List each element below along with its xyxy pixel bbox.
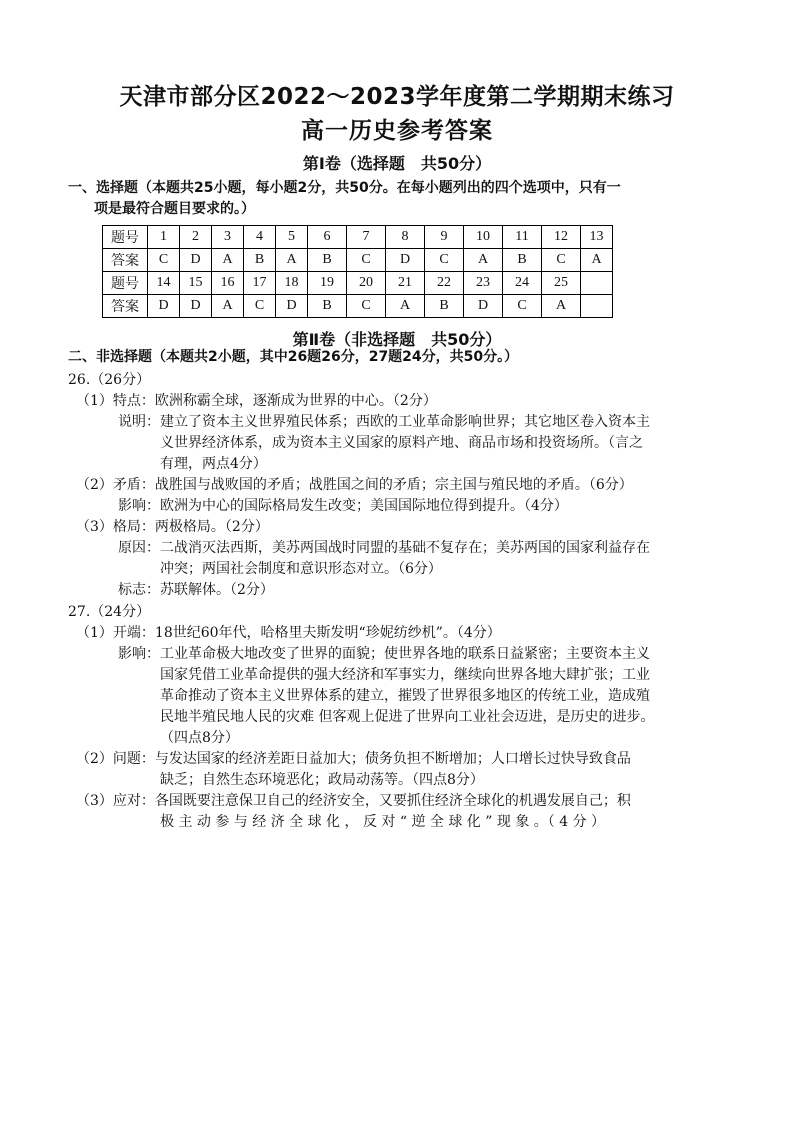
q26-line: 原因：二战消灭法西斯，美苏两国战时同盟的基础不复存在；美苏两国的国家利益存在 xyxy=(118,540,650,556)
answer-cell: A xyxy=(581,249,613,272)
part2-instruction: 二、非选择题（本题共2小题，其中26题26分，27题24分，共50分。） xyxy=(68,349,519,365)
question-number: 14 xyxy=(148,272,180,295)
answer-cell: B xyxy=(503,249,542,272)
part1-heading: 第Ⅰ卷（选择题 共50分） xyxy=(302,154,492,173)
question-number: 16 xyxy=(212,272,244,295)
document-subtitle: 高一历史参考答案 xyxy=(301,118,493,144)
answer-cell: C xyxy=(244,295,276,318)
q26-line: 有理，两点4分） xyxy=(160,456,267,472)
question-number: 13 xyxy=(581,226,613,249)
row-label-number: 题号 xyxy=(103,226,148,249)
question-number: 24 xyxy=(503,272,542,295)
q26-line: （2）矛盾：战胜国与战败国的矛盾；战胜国之间的矛盾；宗主国与殖民地的矛盾。（6分） xyxy=(76,477,633,493)
answer-table xyxy=(102,225,613,318)
part2-heading: 第Ⅱ卷（非选择题 共50分） xyxy=(292,330,502,349)
q26-line: 冲突；两国社会制度和意识形态对立。（6分） xyxy=(160,561,442,577)
answer-cell: D xyxy=(180,295,212,318)
answer-cell: A xyxy=(542,295,581,318)
answer-cell: A xyxy=(464,249,503,272)
q27-line: （3）应对：各国既要注意保卫自己的经济安全，又要抓住经济全球化的机遇发展自己；积 xyxy=(76,793,631,809)
answer-cell: C xyxy=(503,295,542,318)
q26-line: 标志：苏联解体。（2分） xyxy=(118,582,274,598)
question-number: 22 xyxy=(425,272,464,295)
table-row-answers-2 xyxy=(103,295,613,318)
q27-line: （1）开端：18世纪60年代，哈格里夫斯发明“珍妮纺纱机”。（4分） xyxy=(76,625,501,641)
question-number: 18 xyxy=(276,272,308,295)
question-number: 17 xyxy=(244,272,276,295)
question-number: 2 xyxy=(180,226,212,249)
q26-line: （3）格局：两极格局。（2分） xyxy=(76,519,269,535)
answer-cell: C xyxy=(425,249,464,272)
q27-line: 国家凭借工业革命提供的强大经济和军事实力，继续向世界各地大肆扩张；工业 xyxy=(160,667,650,683)
answer-cell: A xyxy=(386,295,425,318)
answer-cell: B xyxy=(244,249,276,272)
question-number: 10 xyxy=(464,226,503,249)
answer-cell: D xyxy=(148,295,180,318)
q27-line: 缺乏；自然生态环境恶化；政局动荡等。（四点8分） xyxy=(160,772,484,788)
question-number: 11 xyxy=(503,226,542,249)
q27-line: （四点8分） xyxy=(160,730,239,746)
question-number: 6 xyxy=(308,226,347,249)
question-number: 19 xyxy=(308,272,347,295)
answer-cell: C xyxy=(148,249,180,272)
question-number: 23 xyxy=(464,272,503,295)
q26-line: （1）特点：欧洲称霸全球，逐渐成为世界的中心。（2分） xyxy=(76,393,437,409)
answer-cell xyxy=(581,295,613,318)
question-number: 15 xyxy=(180,272,212,295)
q27-line: 革命推动了资本主义世界体系的建立，摧毁了世界很多地区的传统工业，造成殖 xyxy=(160,688,650,704)
answer-cell: D xyxy=(464,295,503,318)
question-number: 7 xyxy=(347,226,386,249)
document-title: 天津市部分区2022～2023学年度第二学期期末练习 xyxy=(119,84,675,110)
answer-cell: B xyxy=(308,295,347,318)
row-label-answer: 答案 xyxy=(103,249,148,272)
question-number: 3 xyxy=(212,226,244,249)
table-row-numbers-1 xyxy=(103,226,613,249)
answer-cell: D xyxy=(276,295,308,318)
part1-instruction-line1: 一、选择题（本题共25小题，每小题2分，共50分。在每小题列出的四个选项中，只有一 xyxy=(68,180,621,196)
answer-cell: A xyxy=(212,295,244,318)
q26-line: 义世界经济体系，成为资本主义国家的原料产地、商品市场和投资场所。（言之 xyxy=(160,435,643,451)
answer-cell: A xyxy=(276,249,308,272)
question-number: 12 xyxy=(542,226,581,249)
question-number: 1 xyxy=(148,226,180,249)
answer-cell: D xyxy=(180,249,212,272)
table-row-numbers-2 xyxy=(103,272,613,295)
q27-header: 27.（24分） xyxy=(68,604,151,620)
question-number: 8 xyxy=(386,226,425,249)
question-number: 25 xyxy=(542,272,581,295)
answer-cell: A xyxy=(212,249,244,272)
question-number: 5 xyxy=(276,226,308,249)
q27-line: 影响：工业革命极大地改变了世界的面貌；使世界各地的联系日益紧密；主要资本主义 xyxy=(118,646,650,662)
row-label-answer: 答案 xyxy=(103,295,148,318)
answer-cell: C xyxy=(542,249,581,272)
answer-cell: D xyxy=(386,249,425,272)
question-number: 21 xyxy=(386,272,425,295)
q26-header: 26.（26分） xyxy=(68,372,151,388)
question-number xyxy=(581,272,613,295)
q26-line: 影响：欧洲为中心的国际格局发生改变；美国国际地位得到提升。（4分） xyxy=(118,498,568,514)
table-row-answers-1 xyxy=(103,249,613,272)
q27-line: （2）问题：与发达国家的经济差距日益加大；债务负担不断增加；人口增长过快导致食品 xyxy=(76,751,631,767)
q27-line: 极 主 动 参 与 经 济 全 球 化 ， 反 对 “ 逆 全 球 化 ” 现 象 。（ 4 分 ） xyxy=(160,814,606,830)
answer-cell: B xyxy=(425,295,464,318)
row-label-number: 题号 xyxy=(103,272,148,295)
part1-instruction-line2: 项是最符合题目要求的。） xyxy=(94,201,255,217)
question-number: 9 xyxy=(425,226,464,249)
answer-cell: C xyxy=(347,249,386,272)
answer-cell: C xyxy=(347,295,386,318)
answer-cell: B xyxy=(308,249,347,272)
q26-line: 说明：建立了资本主义世界殖民体系；西欧的工业革命影响世界；其它地区卷入资本主 xyxy=(118,414,650,430)
question-number: 4 xyxy=(244,226,276,249)
question-number: 20 xyxy=(347,272,386,295)
q27-line: 民地半殖民地人民的灾难 但客观上促进了世界向工业社会迈进，是历史的进步。 xyxy=(160,709,655,725)
